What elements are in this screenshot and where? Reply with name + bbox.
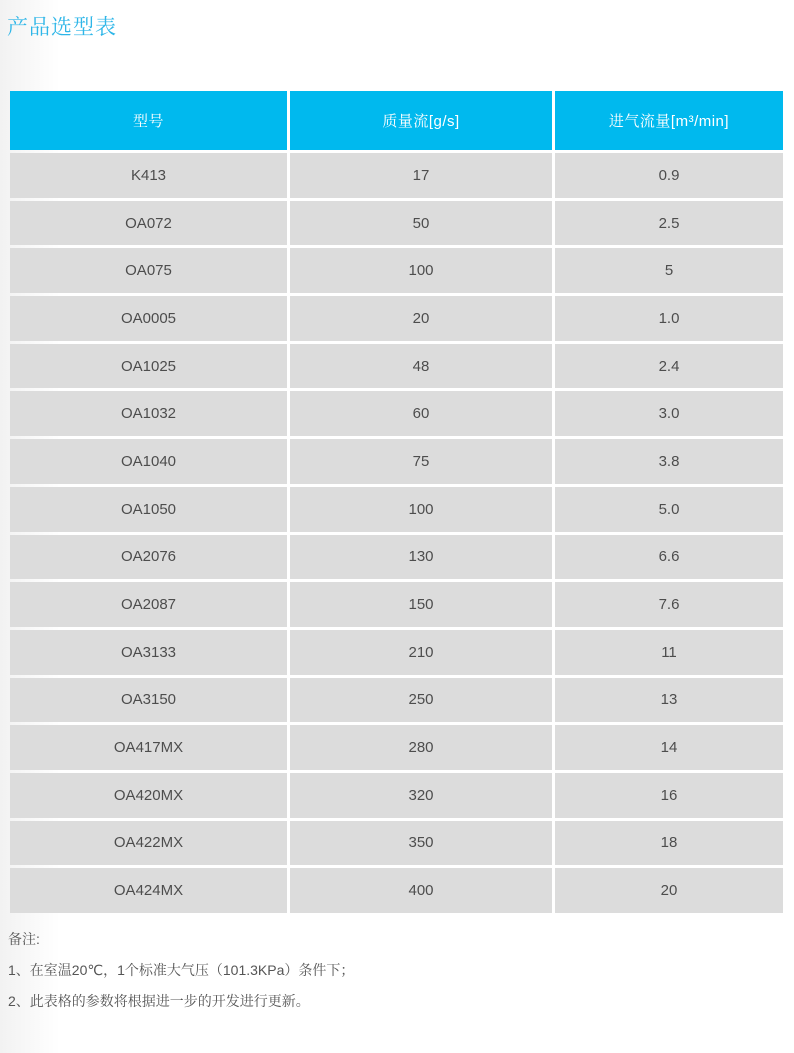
mass-flow-cell: 48 [290, 344, 552, 389]
column-header-model: 型号 [10, 91, 287, 150]
page-title: 产品选型表 [7, 16, 117, 39]
table-row [10, 821, 783, 866]
mass-flow-cell: 350 [290, 821, 552, 866]
model-cell: OA0005 [10, 296, 287, 341]
mass-flow-cell: 320 [290, 773, 552, 818]
table-row [10, 296, 783, 341]
intake-flow-cell: 5.0 [555, 487, 783, 532]
intake-flow-cell: 13 [555, 678, 783, 723]
note-2: 2、此表格的参数将根据进一步的开发进行更新。 [8, 993, 310, 1009]
mass-flow-cell: 100 [290, 487, 552, 532]
model-cell: OA072 [10, 201, 287, 246]
mass-flow-cell: 75 [290, 439, 552, 484]
table-row [10, 153, 783, 198]
table-body [10, 153, 783, 913]
model-cell: OA1032 [10, 391, 287, 436]
mass-flow-cell: 250 [290, 678, 552, 723]
intake-flow-cell: 6.6 [555, 535, 783, 580]
table-row [10, 868, 783, 913]
model-cell: OA424MX [10, 868, 287, 913]
note-1: 1、在室温20℃，1个标准大气压（101.3KPa）条件下； [8, 962, 355, 978]
table-row [10, 439, 783, 484]
mass-flow-cell: 50 [290, 201, 552, 246]
intake-flow-cell: 18 [555, 821, 783, 866]
model-cell: OA422MX [10, 821, 287, 866]
model-cell: OA075 [10, 248, 287, 293]
mass-flow-cell: 60 [290, 391, 552, 436]
model-cell: OA1040 [10, 439, 287, 484]
table-row [10, 201, 783, 246]
mass-flow-cell: 100 [290, 248, 552, 293]
intake-flow-cell: 11 [555, 630, 783, 675]
table-row [10, 725, 783, 770]
intake-flow-cell: 5 [555, 248, 783, 293]
model-cell: K413 [10, 153, 287, 198]
intake-flow-cell: 16 [555, 773, 783, 818]
mass-flow-cell: 400 [290, 868, 552, 913]
model-cell: OA420MX [10, 773, 287, 818]
model-cell: OA2076 [10, 535, 287, 580]
table-row [10, 535, 783, 580]
mass-flow-cell: 17 [290, 153, 552, 198]
table-row [10, 487, 783, 532]
table-row [10, 678, 783, 723]
intake-flow-cell: 20 [555, 868, 783, 913]
table-header-row [10, 91, 783, 150]
column-header-intake-flow: 进气流量[m³/min] [555, 91, 783, 150]
table-row [10, 773, 783, 818]
column-header-mass-flow: 质量流[g/s] [290, 91, 552, 150]
model-cell: OA3150 [10, 678, 287, 723]
notes-section [8, 932, 794, 1009]
intake-flow-cell: 2.5 [555, 201, 783, 246]
product-selection-table [7, 88, 786, 916]
mass-flow-cell: 280 [290, 725, 552, 770]
table-row [10, 630, 783, 675]
mass-flow-cell: 20 [290, 296, 552, 341]
model-cell: OA3133 [10, 630, 287, 675]
table-row [10, 248, 783, 293]
intake-flow-cell: 1.0 [555, 296, 783, 341]
mass-flow-cell: 210 [290, 630, 552, 675]
model-cell: OA1025 [10, 344, 287, 389]
model-cell: OA1050 [10, 487, 287, 532]
table-row [10, 391, 783, 436]
intake-flow-cell: 3.8 [555, 439, 783, 484]
intake-flow-cell: 0.9 [555, 153, 783, 198]
intake-flow-cell: 7.6 [555, 582, 783, 627]
model-cell: OA417MX [10, 725, 287, 770]
mass-flow-cell: 150 [290, 582, 552, 627]
table-row [10, 582, 783, 627]
intake-flow-cell: 3.0 [555, 391, 783, 436]
intake-flow-cell: 2.4 [555, 344, 783, 389]
intake-flow-cell: 14 [555, 725, 783, 770]
mass-flow-cell: 130 [290, 535, 552, 580]
model-cell: OA2087 [10, 582, 287, 627]
table-row [10, 344, 783, 389]
notes-label: 备注: [8, 931, 40, 947]
